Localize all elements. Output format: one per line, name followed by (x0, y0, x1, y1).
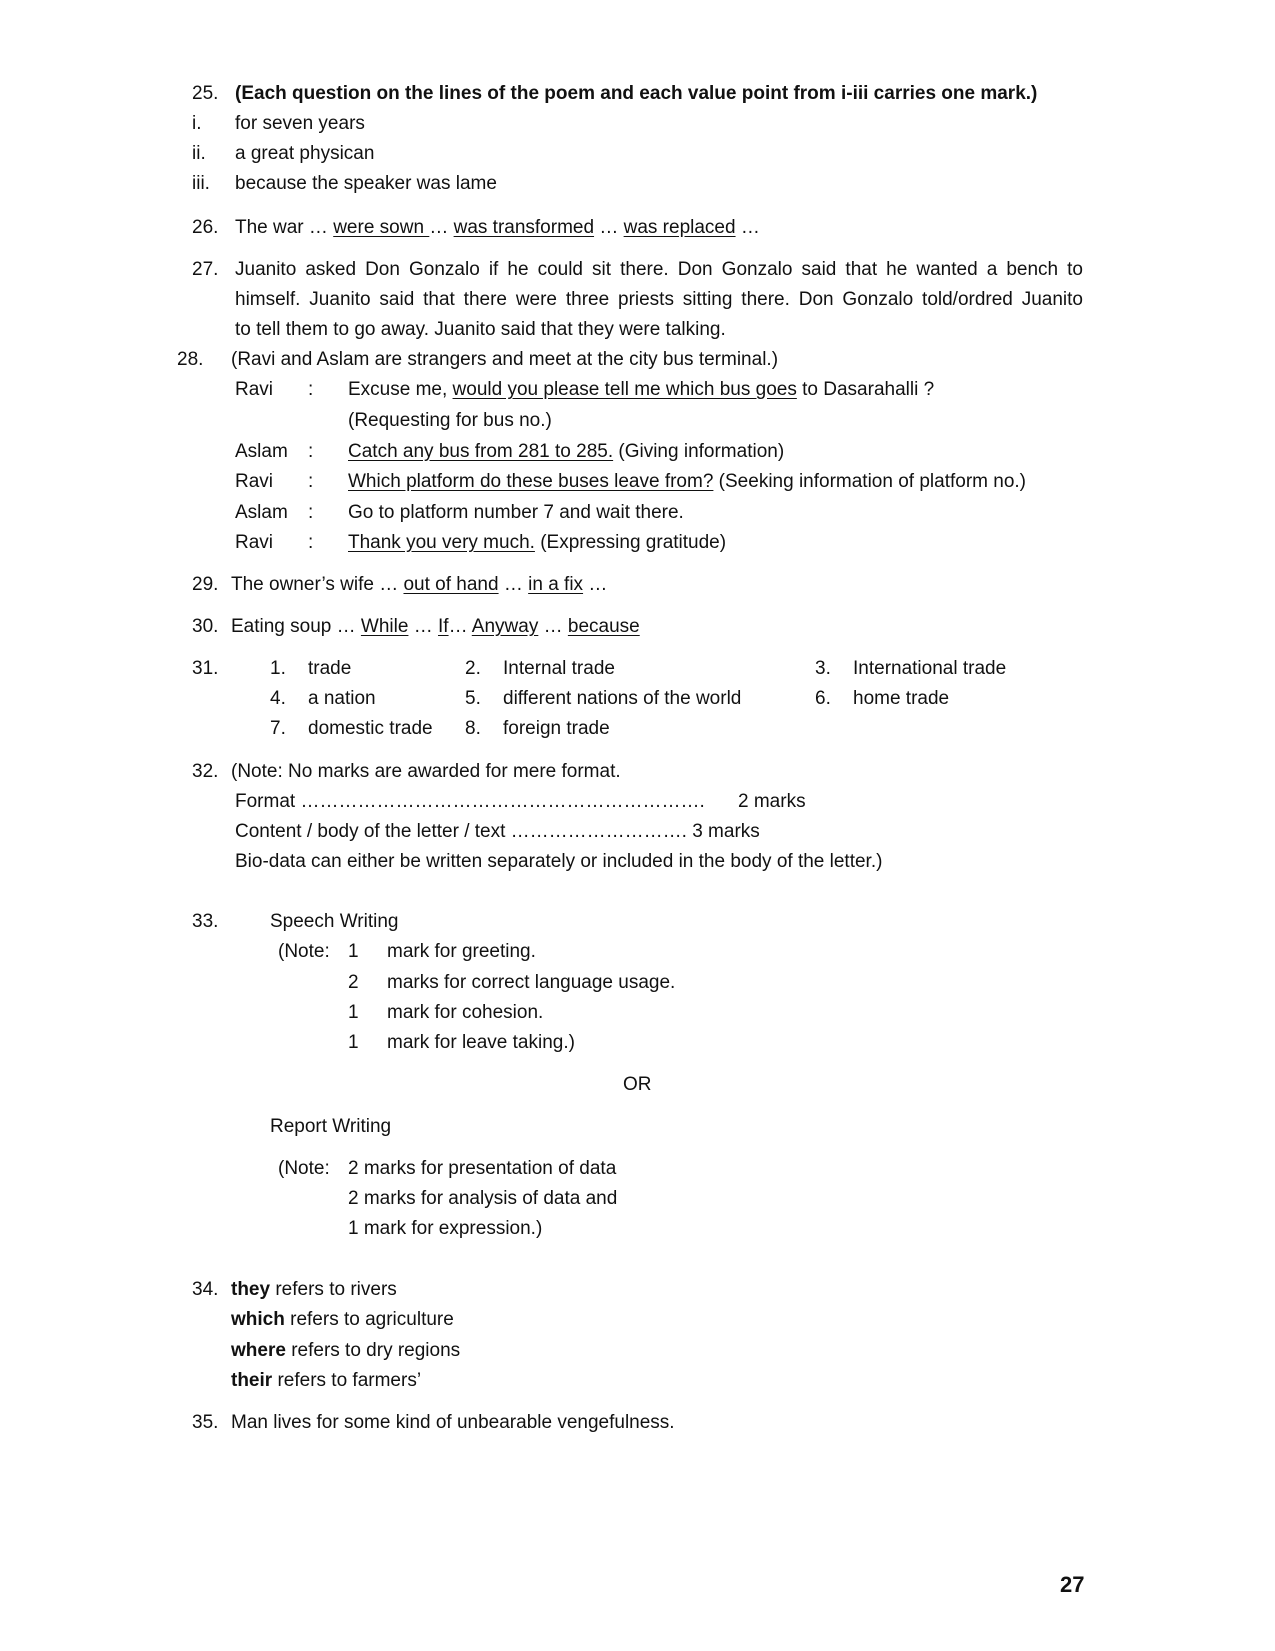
q29-answer: The owner’s wife … out of hand … in a fix … (231, 574, 608, 595)
mark-count: 1 (348, 941, 359, 962)
dialogue-colon: : (308, 441, 314, 462)
q26-answer-2: was transformed (453, 217, 595, 238)
q25-item-label: ii. (192, 143, 206, 164)
q31-item-number: 1. (270, 658, 286, 679)
q31-item-text: domestic trade (308, 718, 433, 739)
q32-content: Content / body of the letter / text ………………………. 3 marks (235, 821, 760, 842)
q31-item-text: Internal trade (503, 658, 615, 679)
reference-line: they refers to rivers (231, 1279, 397, 1300)
report-mark-line: 2 marks for presentation of data (348, 1158, 617, 1179)
q27-line: to tell them to go away. Juanito said that they were talking. (235, 319, 726, 340)
q31-item-text: foreign trade (503, 718, 610, 739)
q31-number: 31. (192, 658, 219, 679)
reference-line: which refers to agriculture (231, 1309, 454, 1330)
note-label: (Note: (278, 941, 330, 962)
q35-answer: Man lives for some kind of unbearable vengefulness. (231, 1412, 675, 1433)
report-mark-line: 2 marks for analysis of data and (348, 1188, 618, 1209)
q32-format: Format ………………………………………………………. (235, 791, 705, 812)
mark-description: marks for correct language usage. (387, 972, 676, 993)
q31-item-number: 7. (270, 718, 286, 739)
or-separator: OR (623, 1074, 652, 1095)
q32-number: 32. (192, 761, 219, 782)
q31-item-text: different nations of the world (503, 688, 742, 709)
dialogue-speaker: Aslam (235, 502, 288, 523)
q32-biodata: Bio-data can either be written separately or included in the body of the letter.) (235, 851, 883, 872)
reference-line: their refers to farmers’ (231, 1370, 422, 1391)
mark-count: 1 (348, 1002, 359, 1023)
dialogue-colon: : (308, 471, 314, 492)
q28-intro: (Ravi and Aslam are strangers and meet at the city bus terminal.) (231, 349, 779, 370)
dialogue-line: Which platform do these buses leave from? (Seeking information of platform no.) (348, 471, 1026, 492)
q30-number: 30. (192, 616, 219, 637)
mark-description: mark for cohesion. (387, 1002, 544, 1023)
q25-number: 25. (192, 83, 219, 104)
dialogue-note: (Requesting for bus no.) (348, 410, 552, 431)
q31-item-text: International trade (853, 658, 1007, 679)
speech-writing-title: Speech Writing (270, 911, 399, 932)
q26-answer-3: was replaced (623, 217, 736, 238)
q33-number: 33. (192, 911, 219, 932)
q25-item-text: because the speaker was lame (235, 173, 497, 194)
dialogue-speaker: Ravi (235, 379, 274, 400)
report-writing-title: Report Writing (270, 1116, 392, 1137)
dialogue-line: Catch any bus from 281 to 285. (Giving information) (348, 441, 785, 462)
q26-answer: The war … were sown … was transformed … was replaced … (235, 217, 760, 238)
q25-instruction: (Each question on the lines of the poem and each value point from i-iii carries one mark.) (235, 83, 1038, 104)
dialogue-speaker: Ravi (235, 532, 274, 553)
q30-answer: Eating soup … While … If… Anyway … because (231, 616, 640, 637)
mark-count: 1 (348, 1032, 359, 1053)
q31-item-number: 3. (815, 658, 831, 679)
q35-number: 35. (192, 1412, 219, 1433)
q29-number: 29. (192, 574, 219, 595)
dialogue-colon: : (308, 379, 314, 400)
q26-answer-1: were sown (333, 217, 430, 238)
q31-item-text: home trade (853, 688, 950, 709)
mark-count: 2 (348, 972, 359, 993)
q25-item-text: for seven years (235, 113, 365, 134)
mark-description: mark for greeting. (387, 941, 536, 962)
q25-item-label: iii. (192, 173, 210, 194)
q31-item-number: 5. (465, 688, 481, 709)
q34-number: 34. (192, 1279, 219, 1300)
dialogue-colon: : (308, 532, 314, 553)
q31-item-text: a nation (308, 688, 376, 709)
dialogue-line: Thank you very much. (Expressing gratitude) (348, 532, 727, 553)
q31-item-number: 6. (815, 688, 831, 709)
q27-number: 27. (192, 259, 219, 280)
q32-note: (Note: No marks are awarded for mere format. (231, 761, 621, 782)
q31-item-number: 2. (465, 658, 481, 679)
q25-item-text: a great physican (235, 143, 375, 164)
mark-description: mark for leave taking.) (387, 1032, 575, 1053)
note-label: (Note: (278, 1158, 330, 1179)
report-mark-line: 1 mark for expression.) (348, 1218, 543, 1239)
q28-number: 28. (177, 349, 204, 370)
dialogue-line: Excuse me, would you please tell me which bus goes to Dasarahalli ? (348, 379, 935, 400)
dialogue-speaker: Ravi (235, 471, 274, 492)
q31-item-text: trade (308, 658, 352, 679)
dialogue-line: Go to platform number 7 and wait there. (348, 502, 684, 523)
q27-line: himself. Juanito said that there were three priests sitting there. Don Gonzalo told/ordred Juanito (235, 289, 1083, 310)
q31-item-number: 8. (465, 718, 481, 739)
q31-item-number: 4. (270, 688, 286, 709)
dialogue-speaker: Aslam (235, 441, 288, 462)
q26-number: 26. (192, 217, 219, 238)
q25-item-label: i. (192, 113, 202, 134)
q27-line: Juanito asked Don Gonzalo if he could sit there. Don Gonzalo said that he wanted a bench to (235, 259, 1083, 280)
q32-format-marks: 2 marks (738, 791, 806, 812)
page-number: 27 (1060, 1572, 1085, 1597)
reference-line: where refers to dry regions (231, 1340, 461, 1361)
dialogue-colon: : (308, 502, 314, 523)
